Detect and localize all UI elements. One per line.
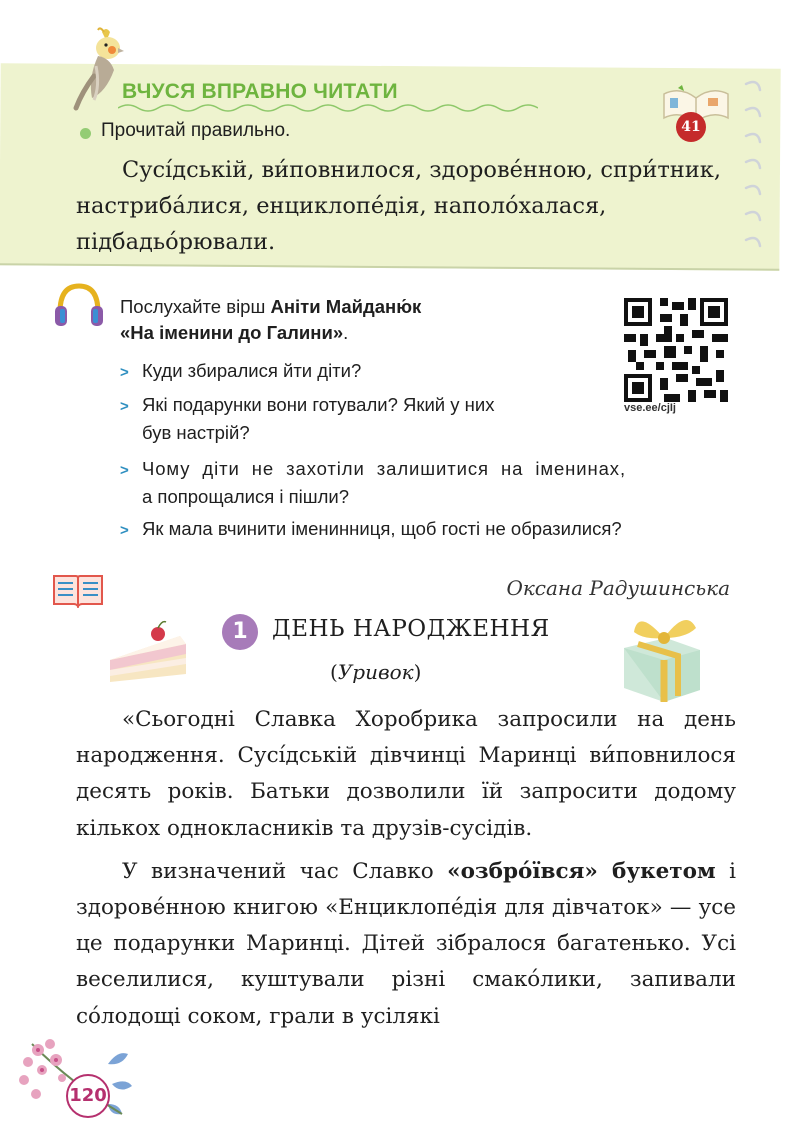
qr-code[interactable] xyxy=(624,298,728,402)
chevron-right-icon: > xyxy=(120,462,129,479)
gift-box-icon xyxy=(610,608,710,704)
practice-words: Сусі́дській, ви́повнилося, здорове́нною, спри́тник, настриба́лися, енциклопе́дія, наполо́халася, підбадьо́рювали. xyxy=(76,157,722,255)
listening-task-suffix: . xyxy=(343,322,349,343)
excerpt-label: (Уривок) xyxy=(330,660,422,684)
chevron-right-icon: > xyxy=(120,522,129,539)
qr-link-caption[interactable]: vse.ee/cjIj xyxy=(624,402,676,414)
chevron-right-icon: > xyxy=(120,364,129,381)
story-title: ДЕНЬ НАРОДЖЕННЯ xyxy=(272,616,550,642)
question-item: > Чому діти не захотіли залишитися на іменинах, а попрощалися і пішли? xyxy=(120,458,626,507)
page-number: 120 xyxy=(66,1074,110,1118)
poem-title: «На іменини до Галини» xyxy=(120,322,344,343)
headphones-icon[interactable] xyxy=(52,282,106,328)
listening-task xyxy=(120,294,600,346)
story-paragraph-1: «Сьогодні Славка Хоробрика запросили на день народження. Сусі́дській дівчинці Маринці ви́повнилося десять років. Батьки дозволили їй запросити додому кількох однокласників та друзів-сусідів. xyxy=(76,707,736,841)
reading-book-icon xyxy=(52,572,104,608)
spiral-binding-icon xyxy=(742,74,766,264)
story-text xyxy=(76,702,736,1042)
title-underline-wave xyxy=(118,102,538,114)
listening-task-prefix: Послухайте вірш xyxy=(120,296,271,317)
task-instruction: Прочитай правильно. xyxy=(101,120,291,141)
question-item: > Куди збиралися йти діти? xyxy=(120,358,361,386)
poem-author: Аніти Майданю́к xyxy=(270,296,422,317)
cake-slice-icon xyxy=(104,620,194,690)
question-item: > Як мала вчинити іменинниця, щоб гості не образилися? xyxy=(120,516,622,544)
story-number-badge: 1 xyxy=(222,614,258,650)
page-reference-badge: 41 xyxy=(676,112,706,142)
section-title: ВЧУСЯ ВПРАВНО ЧИТАТИ xyxy=(122,80,398,103)
story-author: Оксана Радушинська xyxy=(506,576,730,600)
bullet-dot-icon xyxy=(80,128,91,139)
question-item: > Які подарунки вони готували? Який у них був настрій? xyxy=(120,394,495,443)
chevron-right-icon: > xyxy=(120,398,129,415)
story-paragraph-2: У визначений час Славко «озбро́ївся» букетом і здорове́нною книгою «Енциклопе́дія для дівчаток» — усе це подарунки Маринці. Дітей зібралося багатенько. Усі веселилися, куштували різні смако́лики, запивали со́лодощі соком, грали в усілякі xyxy=(76,858,736,1029)
